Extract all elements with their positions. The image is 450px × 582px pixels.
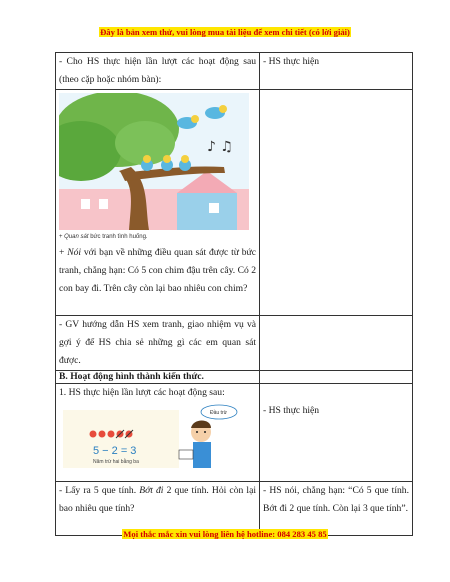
teacher-guidance: - GV hướng dẫn HS xem tranh, giao nhiệm vụ và gợi ý để HS chia sẻ những gì các em quan sát được.	[56, 316, 260, 371]
student-response: - HS nói, chẳng hạn: “Có 5 que tính. Bớt đi 2 que tính. Còn lại 3 que tính”.	[260, 482, 413, 536]
student-response	[260, 90, 413, 316]
table-row	[56, 53, 413, 90]
activity-list-title: 1. HS thực hiện lần lượt các hoạt động sau:	[59, 387, 225, 398]
table-row	[56, 316, 413, 371]
student-response	[260, 316, 413, 371]
say-instruction: + Nói với bạn về những điều quan sát được từ bức tranh, chẳng hạn: Có 5 con chim đậu trên cây. Có 2 con bay đi. Trên cây còn lại bao nhiêu con chim?	[59, 247, 256, 294]
section-heading: B. Hoạt động hình thành kiến thức.	[56, 371, 260, 384]
student-response: - HS thực hiện	[260, 53, 413, 90]
tree-birds-illustration	[59, 93, 249, 230]
lesson-table	[55, 52, 413, 536]
illustration-caption: + Quan sát bức tranh tình huống.	[59, 234, 148, 240]
table-row	[56, 371, 413, 384]
table-row	[56, 482, 413, 536]
hotline-notice: Mọi thắc mắc xin vui lòng liên hệ hotline: 084 283 45 85	[123, 529, 327, 539]
subtraction-illustration	[59, 402, 249, 474]
activity-instruction: - Cho HS thực hiện lần lượt các hoạt động sau (theo cặp hoặc nhóm bàn):	[56, 53, 260, 90]
counting-sticks-task: - Lấy ra 5 que tính. Bớt đi 2 que tính. Hỏi còn lại bao nhiêu que tính?	[56, 482, 260, 536]
table-row	[56, 384, 413, 482]
student-response: - HS thực hiện	[263, 405, 320, 416]
svg-text:♪ ♫: ♪ ♫	[207, 139, 233, 155]
subtraction-equation: 5 − 2 = 3	[93, 445, 137, 457]
table-row	[56, 90, 413, 316]
equation-caption: Năm trừ hai bằng ba	[93, 459, 139, 465]
preview-notice: Đây là bản xem thử, vui lòng mua tài liệu để xem chi tiết (có lời giải)	[100, 27, 350, 37]
speech-bubble: Đầu trừ	[210, 410, 227, 416]
